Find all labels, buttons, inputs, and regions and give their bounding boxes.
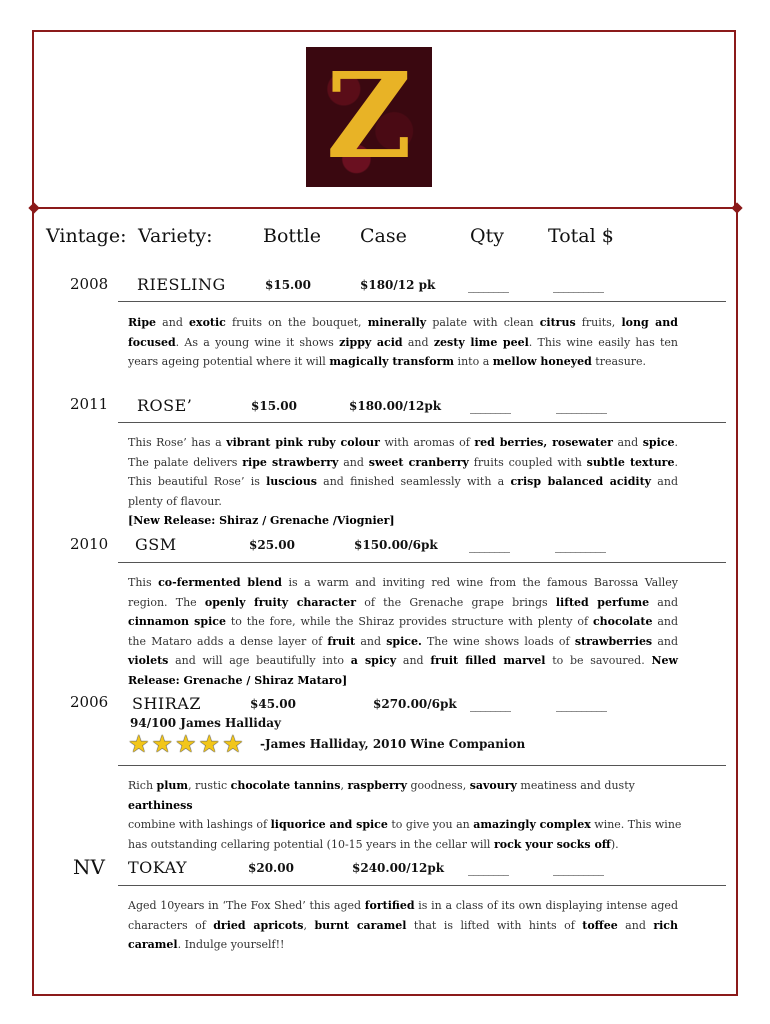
row-divider bbox=[118, 301, 726, 302]
header-divider bbox=[36, 207, 736, 209]
total-field[interactable]: __________ bbox=[556, 698, 606, 712]
winery-logo bbox=[306, 47, 432, 187]
total-field[interactable]: __________ bbox=[555, 539, 605, 553]
wine-description: This co-fermented blend is a warm and inviting red wine from the famous Barossa Valley region. The openly fruity character of the Grenache grape brings lifted perfume and cinnamon spice to the fore, while the Shiraz provides structure with plenty of chocolate and the Mataro adds a dense layer of fruit and spice. The wine shows loads of strawberries and violets and will age beautifully into a spicy and fruit filled marvel to be savoured. New Release: Grenache / Shiraz Mataro] bbox=[128, 576, 679, 687]
wine-variety: SHIRAZ bbox=[132, 694, 201, 713]
row-divider bbox=[118, 885, 726, 886]
case-price: $180/12 pk bbox=[360, 278, 436, 292]
wine-vintage: 2008 bbox=[70, 275, 109, 293]
header-variety: Variety: bbox=[138, 225, 213, 247]
row-divider bbox=[118, 422, 726, 423]
wine-variety: ROSE’ bbox=[137, 396, 193, 415]
wine-vintage: 2010 bbox=[70, 535, 109, 553]
total-field[interactable]: __________ bbox=[556, 400, 606, 414]
header-case: Case bbox=[360, 225, 407, 247]
case-price: $270.00/6pk bbox=[373, 697, 457, 711]
star-rating bbox=[128, 732, 244, 756]
header-vintage: Vintage: bbox=[46, 225, 127, 247]
wine-description: This Rose’ has a vibrant pink ruby colour with aromas of red berries, rosewater and spice. The palate delivers ripe strawberry and sweet cranberry fruits coupled with subtle texture. This beautiful Rose’ is luscious and finished seamlessly with a crisp balanced acidity and plenty of flavour. [New Release: Shiraz / Grenache /Viognier] bbox=[128, 436, 678, 527]
qty-field[interactable]: ________ bbox=[468, 862, 508, 876]
header-bottle: Bottle bbox=[263, 225, 321, 247]
row-divider bbox=[118, 562, 726, 563]
logo-letter: Z bbox=[325, 46, 413, 185]
bottle-price: $15.00 bbox=[251, 399, 297, 413]
wine-variety: RIESLING bbox=[137, 275, 226, 294]
bottle-price: $25.00 bbox=[249, 538, 295, 552]
qty-field[interactable]: ________ bbox=[469, 539, 509, 553]
wine-vintage: 2011 bbox=[70, 395, 109, 413]
bottle-price: $15.00 bbox=[265, 278, 311, 292]
award-text: -James Halliday, 2010 Wine Companion bbox=[260, 737, 526, 751]
wine-description: Rich plum, rustic chocolate tannins, raspberry goodness, savoury meatiness and dusty earthiness combine with lashings of liquorice and spice to give you an amazingly complex wine. This wine has outstanding cellaring potential (10-15 years in the cellar will rock your socks off). bbox=[128, 779, 682, 851]
star-icon: ★ bbox=[222, 730, 244, 758]
wine-variety: TOKAY bbox=[128, 858, 188, 877]
case-price: $180.00/12pk bbox=[349, 399, 442, 413]
total-field[interactable]: __________ bbox=[553, 279, 603, 293]
header-total: Total $ bbox=[548, 225, 614, 247]
row-divider bbox=[118, 765, 726, 766]
qty-field[interactable]: ________ bbox=[468, 279, 508, 293]
qty-field[interactable]: ________ bbox=[470, 400, 510, 414]
wine-description: Ripe and exotic fruits on the bouquet, minerally palate with clean citrus fruits, long and focused. As a young wine it shows zippy acid and zesty lime peel. This wine easily has ten years ageing potential where it will magically transform into a mellow honeyed treasure. bbox=[128, 316, 679, 368]
bottle-price: $45.00 bbox=[250, 697, 296, 711]
bottle-price: $20.00 bbox=[248, 861, 294, 875]
qty-field[interactable]: ________ bbox=[470, 698, 510, 712]
star-icon: ★ bbox=[175, 730, 197, 758]
wine-vintage: 2006 bbox=[70, 693, 109, 711]
case-price: $150.00/6pk bbox=[354, 538, 438, 552]
total-field[interactable]: __________ bbox=[553, 862, 603, 876]
star-icon: ★ bbox=[128, 730, 150, 758]
rating-text: 94/100 James Halliday bbox=[130, 716, 281, 730]
wine-description: Aged 10years in ‘The Fox Shed’ this aged fortified is in a class of its own displaying intense aged characters of dried apricots, burnt caramel that is lifted with hints of toffee and rich caramel. Indulge yourself!! bbox=[128, 899, 678, 951]
wine-variety: GSM bbox=[135, 535, 177, 554]
header-qty: Qty bbox=[470, 225, 504, 247]
star-icon: ★ bbox=[151, 730, 174, 758]
star-icon: ★ bbox=[198, 730, 221, 758]
case-price: $240.00/12pk bbox=[352, 861, 445, 875]
wine-vintage: NV bbox=[73, 855, 105, 879]
